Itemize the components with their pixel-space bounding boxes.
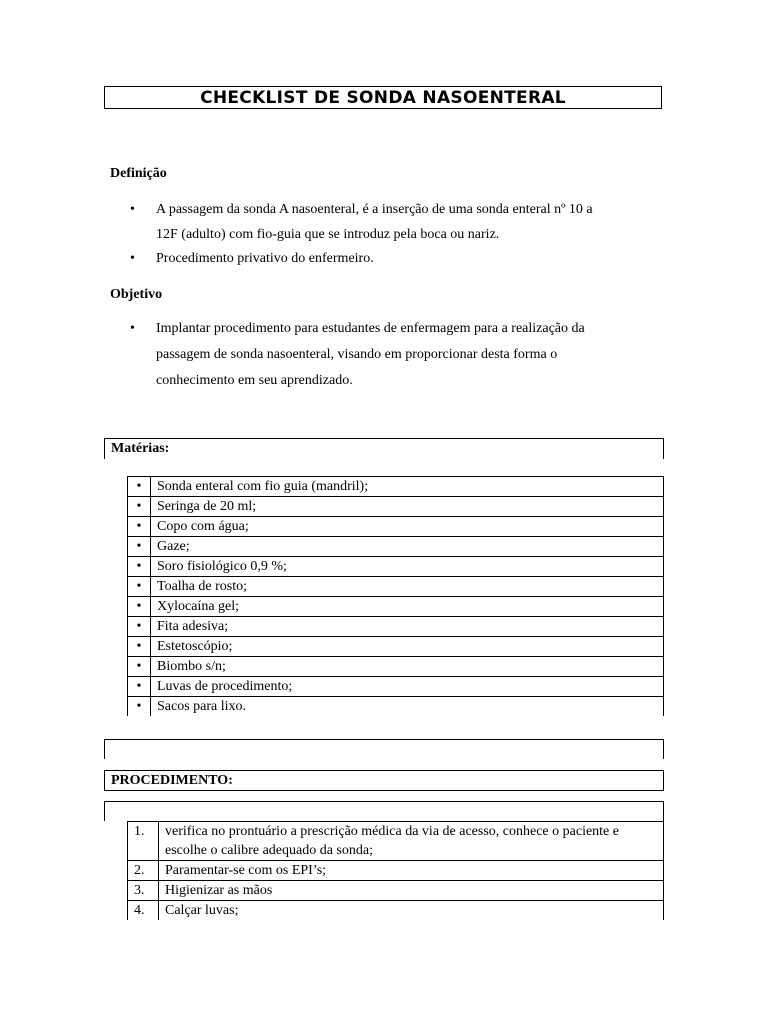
procedimento-heading: PROCEDIMENTO: <box>111 773 233 788</box>
list-item-text: Procedimento privativo do enfermeiro. <box>156 251 374 266</box>
list-item-text: A passagem da sonda A nasoenteral, é a inserção de uma sonda enteral nº 10 a <box>156 202 593 217</box>
procedimento-table <box>127 821 664 920</box>
list-item <box>130 316 650 394</box>
step-line: escolhe o calibre adequado da sonda; <box>165 843 373 858</box>
table-row <box>128 657 664 677</box>
bullet-icon: • <box>128 537 151 557</box>
step-number: 3. <box>128 881 159 901</box>
procedimento-header-box <box>104 770 664 791</box>
table-row <box>128 677 664 697</box>
list-item <box>130 197 650 247</box>
step-text <box>159 822 664 861</box>
bullet-icon: • <box>128 677 151 697</box>
materiais-header-box <box>104 438 664 459</box>
material-item: Copo com água; <box>151 517 664 537</box>
table-row <box>128 537 664 557</box>
table-row <box>128 477 664 497</box>
step-text: Paramentar-se com os EPI’s; <box>159 861 664 881</box>
objetivo-heading: Objetivo <box>110 287 163 302</box>
material-item: Xylocaína gel; <box>151 597 664 617</box>
list-item-text: 12F (adulto) com fio-guia que se introduz pela boca ou nariz. <box>156 227 500 242</box>
definicao-list <box>130 197 650 271</box>
table-row <box>128 637 664 657</box>
table-row <box>128 901 664 921</box>
list-item-text: Implantar procedimento para estudantes de enfermagem para a realização da <box>156 321 585 336</box>
bullet-icon: • <box>128 577 151 597</box>
bullet-icon: • <box>128 597 151 617</box>
bullet-icon: • <box>130 321 135 336</box>
empty-row-box <box>104 739 664 759</box>
empty-row-box <box>104 801 664 821</box>
table-row <box>128 577 664 597</box>
table-row <box>128 822 664 861</box>
list-item-text: passagem de sonda nasoenteral, visando em proporcionar desta forma o <box>156 347 558 362</box>
material-item: Fita adesiva; <box>151 617 664 637</box>
bullet-icon: • <box>130 251 135 266</box>
definicao-heading: Definição <box>110 166 167 181</box>
material-item: Seringa de 20 ml; <box>151 497 664 517</box>
step-number: 4. <box>128 901 159 921</box>
table-row <box>128 497 664 517</box>
table-row <box>128 617 664 637</box>
bullet-icon: • <box>128 557 151 577</box>
step-text: Calçar luvas; <box>159 901 664 921</box>
bullet-icon: • <box>128 497 151 517</box>
table-row <box>128 697 664 717</box>
table-row <box>128 861 664 881</box>
material-item: Soro fisiológico 0,9 %; <box>151 557 664 577</box>
step-number: 1. <box>128 822 159 861</box>
material-item: Gaze; <box>151 537 664 557</box>
material-item: Toalha de rosto; <box>151 577 664 597</box>
table-row <box>128 597 664 617</box>
material-item: Sacos para lixo. <box>151 697 664 717</box>
bullet-icon: • <box>128 517 151 537</box>
bullet-icon: • <box>128 697 151 717</box>
bullet-icon: • <box>128 477 151 497</box>
step-number: 2. <box>128 861 159 881</box>
material-item: Estetoscópio; <box>151 637 664 657</box>
bullet-icon: • <box>130 202 135 217</box>
objetivo-list <box>130 316 650 394</box>
materiais-table <box>127 476 664 716</box>
step-line: verifica no prontuário a prescrição médica da via de acesso, conhece o paciente e <box>165 824 619 839</box>
material-item: Luvas de procedimento; <box>151 677 664 697</box>
material-item: Biombo s/n; <box>151 657 664 677</box>
table-row <box>128 517 664 537</box>
bullet-icon: • <box>128 617 151 637</box>
table-row <box>128 881 664 901</box>
bullet-icon: • <box>128 637 151 657</box>
list-item <box>130 246 650 271</box>
step-text: Higienizar as mãos <box>159 881 664 901</box>
materiais-heading: Matérias: <box>111 441 170 456</box>
table-row <box>128 557 664 577</box>
document-title: CHECKLIST DE SONDA NASOENTERAL <box>104 86 662 109</box>
material-item: Sonda enteral com fio guia (mandril); <box>151 477 664 497</box>
list-item-text: conhecimento em seu aprendizado. <box>156 373 353 388</box>
bullet-icon: • <box>128 657 151 677</box>
